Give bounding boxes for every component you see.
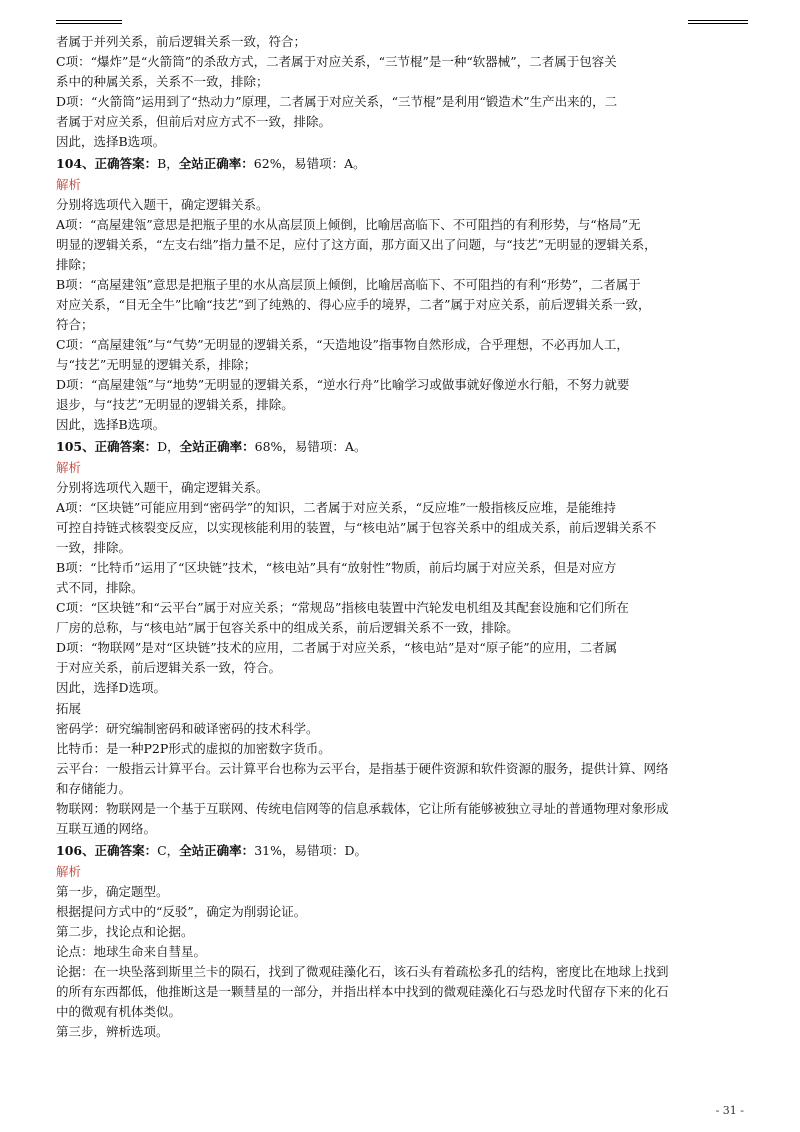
text-line: 因此，选择D选项。 [56,680,167,695]
text-line: 系中的种属关系，关系不一致，排除； [56,74,269,89]
text-line: 互联互通的网络。 [56,821,157,836]
text-line: 因此，选择B选项。 [56,417,166,432]
text-line: 论据：在一块坠落到斯里兰卡的陨石，找到了微观硅藻化石，该石头有着疏松多孔的结构，密度比在地球上找到 [56,964,669,979]
text-line: 退步，与“技艺”无明显的逻辑关系，排除。 [56,397,294,412]
text-line: C项：“高屋建瓴”与“气势”无明显的逻辑关系，“天造地设”指事物自然形成，合乎理想，不必再加人工， [56,337,629,352]
header-rule-right [688,20,748,24]
header-rule-left [56,20,122,24]
text-line: 第三步，辨析选项。 [56,1024,169,1039]
text-line: 符合； [56,317,94,332]
extension-label: 拓展 [56,701,82,716]
text-line: D项：“高屋建瓴”与“地势”无明显的逻辑关系，“逆水行舟”比喻学习或做事就好像逆水行船，不努力就要 [56,377,630,392]
text-line: 比特币：是一种P2P形式的虚拟的加密数字货币。 [56,741,331,756]
text-line: 可控自持链式核裂变反应，以实现核能利用的装置，与“核电站”属于包容关系中的组成关系，前后逻辑关系不 [56,520,657,535]
text-line: 分别将选项代入题干，确定逻辑关系。 [56,480,269,495]
text-line: 对应关系，“目无全牛”比喻“技艺”到了纯熟的、得心应手的境界，二者”属于对应关系，前后逻辑关系一致， [56,297,651,312]
text-line: 第一步，确定题型。 [56,884,169,899]
answer-heading-105: 105、正确答案：D，全站正确率：68%，易错项：A。 [56,439,367,454]
text-line: 因此，选择B选项。 [56,134,166,149]
text-line: 的所有东西都低，他推断这是一颗彗星的一部分，并指出样本中找到的微观硅藻化石与恐龙时代留存下来的化石 [56,984,669,999]
text-line: 中的微观有机体类似。 [56,1004,182,1019]
text-line: 与“技艺”无明显的逻辑关系，排除； [56,357,257,372]
text-line: 和存储能力。 [56,781,132,796]
text-line: A项：“区块链”可能应用到“密码学”的知识，二者属于对应关系，“反应堆”一般指核反应堆，是能维持 [56,500,616,515]
text-line: 论点：地球生命来自彗星。 [56,944,207,959]
text-line: 密码学：研究编制密码和破译密码的技术科学。 [56,721,319,736]
analysis-label: 解析 [56,460,82,475]
answer-heading-106: 106、正确答案：C，全站正确率：31%，易错项：D。 [56,843,367,858]
text-line: 于对应关系，前后逻辑关系一致，符合。 [56,660,282,675]
text-line: 厂房的总称，与“核电站”属于包容关系中的组成关系，前后逻辑关系不一致，排除。 [56,620,519,635]
text-line: 者属于对应关系，但前后对应方式不一致，排除。 [56,114,332,129]
page-content [56,32,748,1042]
text-line: 分别将选项代入题干，确定逻辑关系。 [56,197,269,212]
analysis-label: 解析 [56,177,82,192]
text-line: D项：“物联网”是对“区块链”技术的应用，二者属于对应关系，“核电站”是对“原子能”的应用，二者属 [56,640,618,655]
text-line: 明显的逻辑关系，“左支右绌”指力量不足，应付了这方面，那方面又出了问题，与“技艺”无明显的逻辑关系， [56,237,657,252]
text-line: C项：“区块链”和“云平台”属于对应关系；“常规岛”指核电装置中汽轮发电机组及其配套设施和它们所在 [56,600,629,615]
text-line: 者属于并列关系，前后逻辑关系一致，符合； [56,34,307,49]
text-line: 物联网：物联网是一个基于互联网、传统电信网等的信息承载体，它让所有能够被独立寻址的普通物理对象形成 [56,801,669,816]
page-number: - 31 - [715,1104,744,1117]
text-line: 式不同，排除。 [56,580,144,595]
analysis-label: 解析 [56,864,82,879]
text-line: 排除； [56,257,94,272]
text-line: A项：“高屋建瓴”意思是把瓶子里的水从高层顶上倾倒，比喻居高临下、不可阻挡的有利形势，与“格局”无 [56,217,641,232]
text-line: 一致，排除。 [56,540,132,555]
text-line: B项：“高屋建瓴”意思是把瓶子里的水从高层顶上倾倒，比喻居高临下、不可阻挡的有利“形势”，二者属于 [56,277,641,292]
text-line: D项：“火箭筒”运用到了“热动力”原理，二者属于对应关系，“三节棍”是利用“锻造术”生产出来的，二 [56,94,618,109]
text-line: C项：“爆炸”是“火箭筒”的杀敌方式，二者属于对应关系，“三节棍”是一种“软器械”，二者属于包容关 [56,54,617,69]
text-line: 云平台：一般指云计算平台。云计算平台也称为云平台，是指基于硬件资源和软件资源的服务，提供计算、网络 [56,761,669,776]
text-line: 第二步，找论点和论据。 [56,924,194,939]
text-line: B项：“比特币”运用了“区块链”技术，“核电站”具有“放射性”物质，前后均属于对应关系，但是对应方 [56,560,617,575]
text-line: 根据提问方式中的“反驳”，确定为削弱论证。 [56,904,307,919]
answer-heading-104: 104、正确答案：B，全站正确率：62%，易错项：A。 [56,156,366,171]
